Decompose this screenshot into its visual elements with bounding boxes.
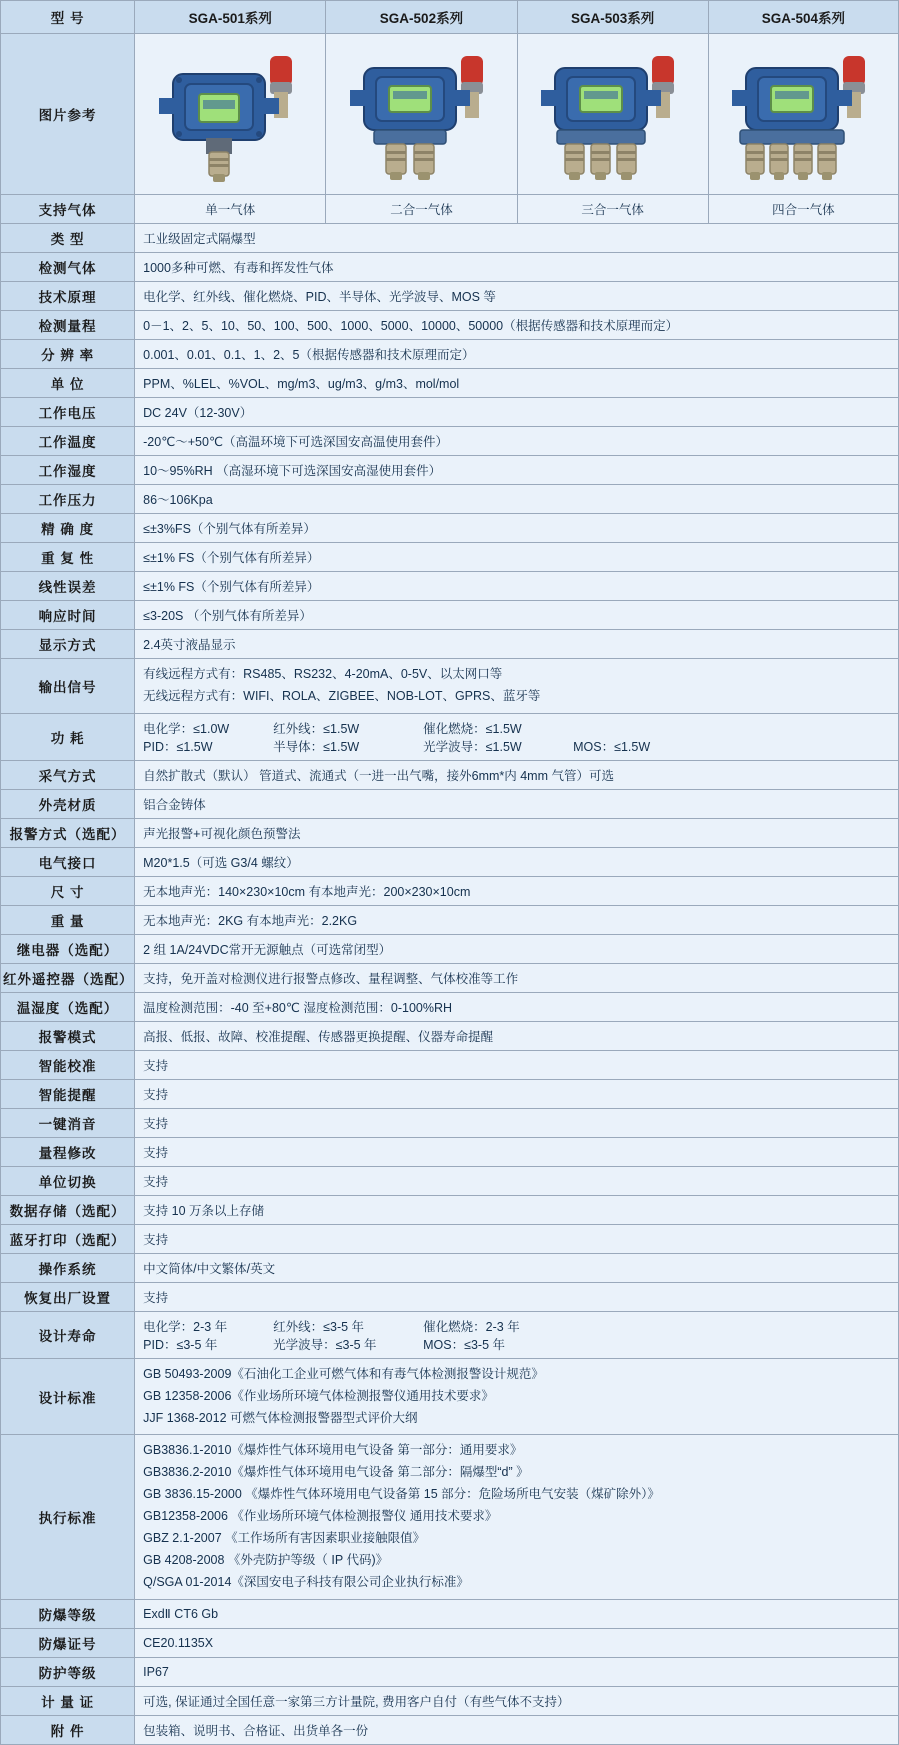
table-row — [1, 369, 899, 398]
row-value: -20℃～+50℃（高温环境下可选深国安高温使用套件） — [135, 427, 899, 456]
row-label: 防爆等级 — [1, 1599, 135, 1628]
power-key: 光学波导： — [423, 739, 486, 754]
row-value: 支持 10 万条以上存储 — [135, 1195, 899, 1224]
table-row — [1, 1599, 899, 1628]
header-model-4: SGA-504系列 — [708, 1, 898, 34]
row-value: ≤±1% FS（个别气体有所差异） — [135, 572, 899, 601]
table-row — [1, 847, 899, 876]
output-signal-row — [1, 659, 899, 714]
exec-standard-label: 执行标准 — [1, 1435, 135, 1599]
design-standard-line: GB 50493-2009《石油化工企业可燃气体和有毒气体检测报警设计规范》 — [143, 1366, 544, 1381]
row-value: 中文简体/中文繁体/英文 — [135, 1253, 899, 1282]
table-row — [1, 1715, 899, 1744]
table-row — [1, 934, 899, 963]
row-value: 支持 — [135, 1108, 899, 1137]
exec-standard-value — [135, 1435, 899, 1599]
row-label: 操作系统 — [1, 1253, 135, 1282]
row-value: ≤±3%FS（个别气体有所差异） — [135, 514, 899, 543]
row-label: 工作压力 — [1, 485, 135, 514]
power-key: MOS： — [573, 739, 615, 754]
row-value: 2.4英寸液晶显示 — [135, 630, 899, 659]
image-row-label: 图片参考 — [1, 34, 135, 195]
row-label: 工作温度 — [1, 427, 135, 456]
output-signal-line-1: 有线远程方式有：RS485、RS232、4-20mA、0-5V、以太网口等 — [143, 667, 503, 681]
row-label: 工作湿度 — [1, 456, 135, 485]
table-row — [1, 514, 899, 543]
exec-standard-row — [1, 1435, 899, 1599]
gas-support-4: 四合一气体 — [708, 195, 898, 224]
row-value: 支持 — [135, 1166, 899, 1195]
life-key: 光学波导： — [273, 1337, 336, 1352]
row-value: 包装箱、说明书、合格证、出货单各一份 — [135, 1715, 899, 1744]
row-label: 单 位 — [1, 369, 135, 398]
table-row — [1, 1166, 899, 1195]
row-label: 报警方式（选配） — [1, 818, 135, 847]
table-row — [1, 905, 899, 934]
exec-standard-line: Q/SGA 01-2014《深国安电子科技有限公司企业执行标准》 — [143, 1574, 469, 1589]
table-row — [1, 1628, 899, 1657]
life-val: ≤3-5 年 — [335, 1337, 377, 1352]
table-row — [1, 224, 899, 253]
power-val: ≤1.0W — [193, 721, 230, 736]
life-key: 电化学： — [143, 1319, 194, 1334]
row-value: IP67 — [135, 1657, 899, 1686]
row-value: 铝合金铸体 — [135, 789, 899, 818]
design-life-value — [135, 1311, 899, 1358]
row-label: 报警模式 — [1, 1021, 135, 1050]
life-val: ≤3-5 年 — [323, 1319, 365, 1334]
row-label: 分 辨 率 — [1, 340, 135, 369]
gas-support-2: 二合一气体 — [326, 195, 517, 224]
table-row — [1, 1137, 899, 1166]
power-val: ≤1.5W — [176, 739, 213, 754]
device-image-502 — [326, 34, 517, 195]
row-value: 支持 — [135, 1050, 899, 1079]
row-value: 高报、低报、故障、校准提醒、传感器更换提醒、仪器寿命提醒 — [135, 1021, 899, 1050]
row-value: M20*1.5（可选 G3/4 螺纹） — [135, 847, 899, 876]
table-row — [1, 1050, 899, 1079]
row-value: CE20.1135X — [135, 1628, 899, 1657]
row-label: 尺 寸 — [1, 876, 135, 905]
exec-standard-line: GB 3836.15-2000 《爆炸性气体环境用电气设备第 15 部分：危险场所电气安装（煤矿除外）》 — [143, 1487, 660, 1502]
table-row — [1, 1686, 899, 1715]
power-row — [1, 713, 899, 760]
design-standard-value — [135, 1358, 899, 1435]
row-label: 继电器（选配） — [1, 934, 135, 963]
row-value: 无本地声光：2KG 有本地声光：2.2KG — [135, 905, 899, 934]
row-label: 工作电压 — [1, 398, 135, 427]
life-key: MOS： — [423, 1337, 465, 1352]
table-row — [1, 282, 899, 311]
row-label: 红外遥控器（选配） — [1, 963, 135, 992]
power-val: ≤1.5W — [485, 721, 522, 736]
life-val: ≤3-5 年 — [464, 1337, 506, 1352]
power-value — [135, 713, 899, 760]
row-value: PPM、%LEL、%VOL、mg/m3、ug/m3、g/m3、mol/mol — [135, 369, 899, 398]
row-value: 电化学、红外线、催化燃烧、PID、半导体、光学波导、MOS 等 — [135, 282, 899, 311]
exec-standard-line: GB 4208-2008 《外壳防护等级（ IP 代码)》 — [143, 1552, 389, 1567]
power-key: 红外线： — [273, 721, 324, 736]
table-row — [1, 1282, 899, 1311]
device-image-503 — [517, 34, 708, 195]
row-label: 类 型 — [1, 224, 135, 253]
design-life-row — [1, 1311, 899, 1358]
design-standard-row — [1, 1358, 899, 1435]
row-label: 技术原理 — [1, 282, 135, 311]
detector-drawing-4 — [716, 38, 891, 188]
gas-support-row — [1, 195, 899, 224]
table-row — [1, 1021, 899, 1050]
table-row — [1, 1253, 899, 1282]
table-row — [1, 485, 899, 514]
row-value: 1000多种可燃、有毒和挥发性气体 — [135, 253, 899, 282]
header-model-1: SGA-501系列 — [135, 1, 326, 34]
power-val: ≤1.5W — [323, 739, 360, 754]
exec-standard-line: GBZ 2.1-2007 《工作场所有害因素职业接触限值》 — [143, 1530, 426, 1545]
device-image-504 — [708, 34, 898, 195]
header-model-label: 型 号 — [1, 1, 135, 34]
row-label: 响应时间 — [1, 601, 135, 630]
row-label: 智能校准 — [1, 1050, 135, 1079]
row-value: 支持 — [135, 1224, 899, 1253]
row-value: 0－1、2、5、10、50、100、500、1000、5000、10000、50000（根据传感器和技术原理而定） — [135, 311, 899, 340]
row-value: 声光报警+可视化颜色预警法 — [135, 818, 899, 847]
life-key: PID： — [143, 1337, 177, 1352]
gas-support-3: 三合一气体 — [517, 195, 708, 224]
table-row — [1, 456, 899, 485]
output-signal-label: 输出信号 — [1, 659, 135, 714]
header-model-3: SGA-503系列 — [517, 1, 708, 34]
row-label: 线性误差 — [1, 572, 135, 601]
image-row — [1, 34, 899, 195]
power-key: 电化学： — [143, 721, 194, 736]
exec-standard-line: GB3836.1-2010《爆炸性气体环境用电气设备 第一部分：通用要求》 — [143, 1443, 523, 1458]
table-row — [1, 601, 899, 630]
table-row — [1, 789, 899, 818]
table-row — [1, 340, 899, 369]
row-label: 温湿度（选配） — [1, 992, 135, 1021]
table-row — [1, 253, 899, 282]
row-label: 电气接口 — [1, 847, 135, 876]
row-value: 支持 — [135, 1137, 899, 1166]
design-life-line-2 — [143, 1335, 890, 1353]
design-standard-label: 设计标准 — [1, 1358, 135, 1435]
table-row — [1, 992, 899, 1021]
row-label: 检测气体 — [1, 253, 135, 282]
table-row — [1, 630, 899, 659]
device-image-501 — [135, 34, 326, 195]
row-label: 计 量 证 — [1, 1686, 135, 1715]
life-key: 红外线： — [273, 1319, 324, 1334]
output-signal-value — [135, 659, 899, 714]
row-label: 检测量程 — [1, 311, 135, 340]
detector-drawing-2 — [334, 38, 509, 188]
life-val: 2-3 年 — [193, 1319, 228, 1334]
table-row — [1, 572, 899, 601]
row-label: 重 量 — [1, 905, 135, 934]
power-label: 功 耗 — [1, 713, 135, 760]
row-value: ≤3-20S （个别气体有所差异） — [135, 601, 899, 630]
row-value: DC 24V（12-30V） — [135, 398, 899, 427]
design-standard-line: GB 12358-2006《作业场所环境气体检测报警仪通用技术要求》 — [143, 1388, 494, 1403]
table-row — [1, 427, 899, 456]
table-row — [1, 398, 899, 427]
row-value: ExdⅡ CT6 Gb — [135, 1599, 899, 1628]
power-val: ≤1.5W — [485, 739, 522, 754]
row-label: 附 件 — [1, 1715, 135, 1744]
design-life-label: 设计寿命 — [1, 1311, 135, 1358]
detector-drawing-3 — [525, 38, 700, 188]
row-value: 10～95%RH （高湿环境下可选深国安高湿使用套件） — [135, 456, 899, 485]
row-label: 数据存储（选配） — [1, 1195, 135, 1224]
table-row — [1, 1224, 899, 1253]
table-row — [1, 1108, 899, 1137]
row-value: 0.001、0.01、0.1、1、2、5（根据传感器和技术原理而定） — [135, 340, 899, 369]
power-line-2 — [143, 737, 890, 755]
row-value: ≤±1% FS（个别气体有所差异） — [135, 543, 899, 572]
gas-support-label: 支持气体 — [1, 195, 135, 224]
row-label: 显示方式 — [1, 630, 135, 659]
row-value: 工业级固定式隔爆型 — [135, 224, 899, 253]
table-row — [1, 818, 899, 847]
exec-standard-line: GB12358-2006 《作业场所环境气体检测报警仪 通用技术要求》 — [143, 1509, 498, 1523]
row-label: 智能提醒 — [1, 1079, 135, 1108]
row-label: 蓝牙打印（选配） — [1, 1224, 135, 1253]
row-value: 温度检测范围：-40 至+80℃ 湿度检测范围：0-100%RH — [135, 992, 899, 1021]
table-row — [1, 1079, 899, 1108]
row-label: 重 复 性 — [1, 543, 135, 572]
gas-support-1: 单一气体 — [135, 195, 326, 224]
table-row — [1, 1657, 899, 1686]
table-row — [1, 1195, 899, 1224]
power-key: PID： — [143, 739, 177, 754]
row-value: 无本地声光：140×230×10cm 有本地声光：200×230×10cm — [135, 876, 899, 905]
row-label: 量程修改 — [1, 1137, 135, 1166]
power-val: ≤1.5W — [614, 739, 651, 754]
row-value: 86～106Kpa — [135, 485, 899, 514]
row-label: 单位切换 — [1, 1166, 135, 1195]
power-key: 催化燃烧： — [423, 721, 486, 736]
life-val: 2-3 年 — [485, 1319, 520, 1334]
row-value: 可选, 保证通过全国任意一家第三方计量院, 费用客户自付（有些气体不支持） — [135, 1686, 899, 1715]
row-label: 采气方式 — [1, 760, 135, 789]
power-line-1 — [143, 719, 890, 737]
table-row — [1, 311, 899, 340]
life-key: 催化燃烧： — [423, 1319, 486, 1334]
table-row — [1, 963, 899, 992]
table-row — [1, 543, 899, 572]
row-value: 2 组 1A/24VDC常开无源触点（可选常闭型） — [135, 934, 899, 963]
output-signal-line-2: 无线远程方式有：WIFI、ROLA、ZIGBEE、NOB-LOT、GPRS、蓝牙等 — [143, 688, 541, 703]
power-val: ≤1.5W — [323, 721, 360, 736]
row-value: 支持 — [135, 1079, 899, 1108]
exec-standard-line: GB3836.2-2010《爆炸性气体环境用电气设备 第二部分：隔爆型“d” 》 — [143, 1465, 529, 1480]
row-value: 支持，免开盖对检测仪进行报警点修改、量程调整、气体校准等工作 — [135, 963, 899, 992]
table-row — [1, 760, 899, 789]
design-life-line-1 — [143, 1317, 890, 1335]
life-val: ≤3-5 年 — [176, 1337, 218, 1352]
row-label: 恢复出厂设置 — [1, 1282, 135, 1311]
table-header-row — [1, 1, 899, 34]
row-label: 防爆证号 — [1, 1628, 135, 1657]
power-key: 半导体： — [273, 739, 324, 754]
row-value: 支持 — [135, 1282, 899, 1311]
row-label: 防护等级 — [1, 1657, 135, 1686]
row-label: 精 确 度 — [1, 514, 135, 543]
table-row — [1, 876, 899, 905]
detector-drawing-1 — [143, 38, 318, 188]
design-standard-line: JJF 1368-2012 可燃气体检测报警器型式评价大纲 — [143, 1410, 418, 1425]
row-label: 外壳材质 — [1, 789, 135, 818]
row-value: 自然扩散式（默认） 管道式、流通式（一进一出气嘴，接外6mm*内 4mm 气管）可选 — [135, 760, 899, 789]
row-label: 一键消音 — [1, 1108, 135, 1137]
header-model-2: SGA-502系列 — [326, 1, 517, 34]
